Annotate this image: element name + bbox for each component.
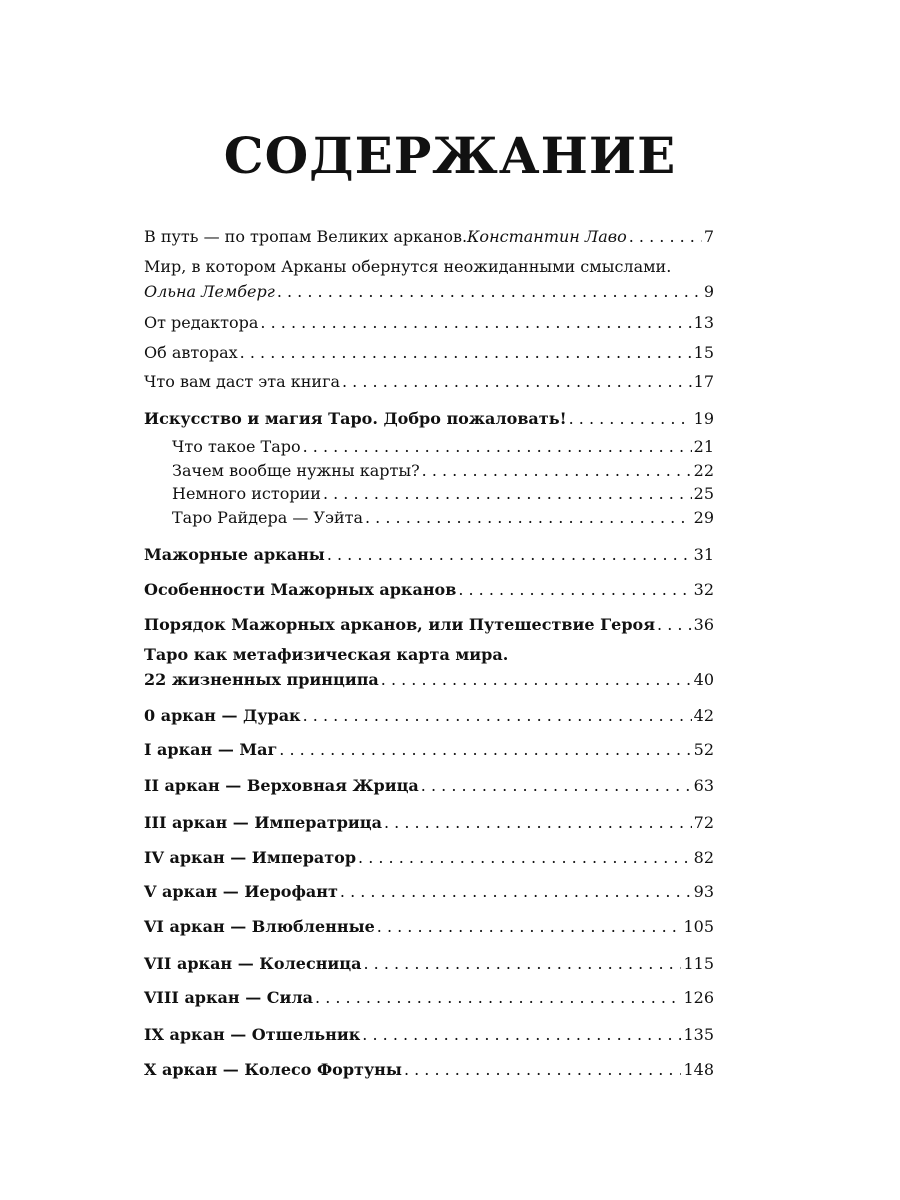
toc-entry [144,776,714,796]
toc-entry [144,882,714,902]
entry-page: 40 [693,670,714,689]
entry-page: 17 [693,372,714,391]
entry-page: 52 [693,740,714,759]
dot-leader [279,740,691,760]
dot-leader [362,1025,681,1045]
entry-page: 72 [693,813,714,832]
entry-title: 0 аркан — Дурак [144,706,301,725]
entry-page: 13 [693,313,714,332]
entry-title: Об авторах [144,343,238,362]
dot-leader [569,409,692,429]
toc-entry [144,813,714,833]
entry-title: III аркан — Императрица [144,813,382,832]
entry-page: 9 [703,282,714,301]
entry-page: 31 [693,545,714,564]
toc-entry [144,1025,714,1045]
dot-leader [377,917,682,937]
entry-page: 63 [693,776,714,795]
entry-title: В путь — по тропам Великих арканов. [144,227,468,246]
toc-entry [144,917,714,937]
toc-entry [144,988,714,1008]
toc-entry [144,227,714,247]
entry-page: 135 [683,1025,714,1044]
dot-leader [404,1060,682,1080]
dot-leader [657,615,692,635]
dot-leader [277,282,702,302]
entry-title: Мажорные арканы [144,545,325,564]
entry-title: V аркан — Иерофант [144,882,338,901]
entry-title: IV аркан — Император [144,848,357,867]
entry-title: IX аркан — Отшельник [144,1025,361,1044]
toc-entry [144,1060,714,1080]
entry-page: 42 [693,706,714,725]
page-title: СОДЕРЖАНИЕ [223,126,677,185]
toc-entry [144,670,714,690]
entry-title: Немного истории [172,484,321,503]
entry-page: 29 [693,508,714,527]
entry-title: Порядок Мажорных арканов, или Путешествие Героя [144,615,656,634]
entry-page: 82 [693,848,714,867]
entry-title: II аркан — Верховная Жрица [144,776,419,795]
dot-leader [323,484,692,504]
dot-leader [421,776,692,796]
dot-leader [240,343,692,363]
toc-entry [144,954,714,974]
toc-entry [144,282,714,302]
entry-title: Таро Райдера — Уэйта [172,508,363,527]
entry-page: 126 [683,988,714,1007]
entry-title: Зачем вообще нужны карты? [172,461,420,480]
toc-entry [144,740,714,760]
entry-title: VII аркан — Колесница [144,954,362,973]
entry-title: От редактора [144,313,259,332]
entry-title: Искусство и магия Таро. Добро пожаловать! [144,409,567,428]
entry-page: 105 [683,917,714,936]
toc-entry [144,545,714,565]
toc-entry [144,313,714,333]
toc-entry [144,848,714,868]
dot-leader [629,227,702,247]
entry-page: 25 [693,484,714,503]
dot-leader [340,882,692,902]
entry-page: 32 [693,580,714,599]
entry-author: Ольна Лемберг [144,282,275,301]
entry-title: Что такое Таро [172,437,301,456]
toc-subentry [172,461,714,481]
dot-leader [381,670,692,690]
dot-leader [315,988,681,1008]
entry-title: Что вам даст эта книга [144,372,340,391]
entry-page: 22 [693,461,714,480]
entry-title: X аркан — Колесо Фортуны [144,1060,402,1079]
dot-leader [358,848,692,868]
toc-subentry [172,484,714,504]
toc-subentry [172,437,714,457]
entry-title-line: Таро как метафизическая карта мира. [144,645,509,664]
entry-title-line: Мир, в котором Арканы обернутся неожиданными смыслами. [144,257,672,276]
dot-leader [363,954,681,974]
toc-subentry [172,508,714,528]
toc-entry [144,372,714,392]
entry-page: 19 [693,409,714,428]
entry-page: 15 [693,343,714,362]
entry-page: 148 [683,1060,714,1079]
dot-leader [342,372,692,392]
toc-entry [144,615,714,635]
entry-title: VI аркан — Влюбленные [144,917,375,936]
dot-leader [327,545,692,565]
dot-leader [422,461,692,481]
dot-leader [303,706,692,726]
entry-page: 93 [693,882,714,901]
entry-title: 22 жизненных принципа [144,670,379,689]
dot-leader [365,508,692,528]
entry-title: Особенности Мажорных арканов [144,580,457,599]
dot-leader [458,580,691,600]
dot-leader [260,313,691,333]
toc-entry [144,409,714,429]
entry-page: 7 [703,227,714,246]
toc-entry [144,580,714,600]
entry-title: I аркан — Маг [144,740,278,759]
entry-author: Константин Лаво [467,227,627,246]
toc-entry [144,343,714,363]
entry-title: VIII аркан — Сила [144,988,314,1007]
entry-page: 115 [683,954,714,973]
toc-entry [144,706,714,726]
entry-page: 21 [693,437,714,456]
dot-leader [384,813,692,833]
entry-page: 36 [693,615,714,634]
dot-leader [303,437,692,457]
